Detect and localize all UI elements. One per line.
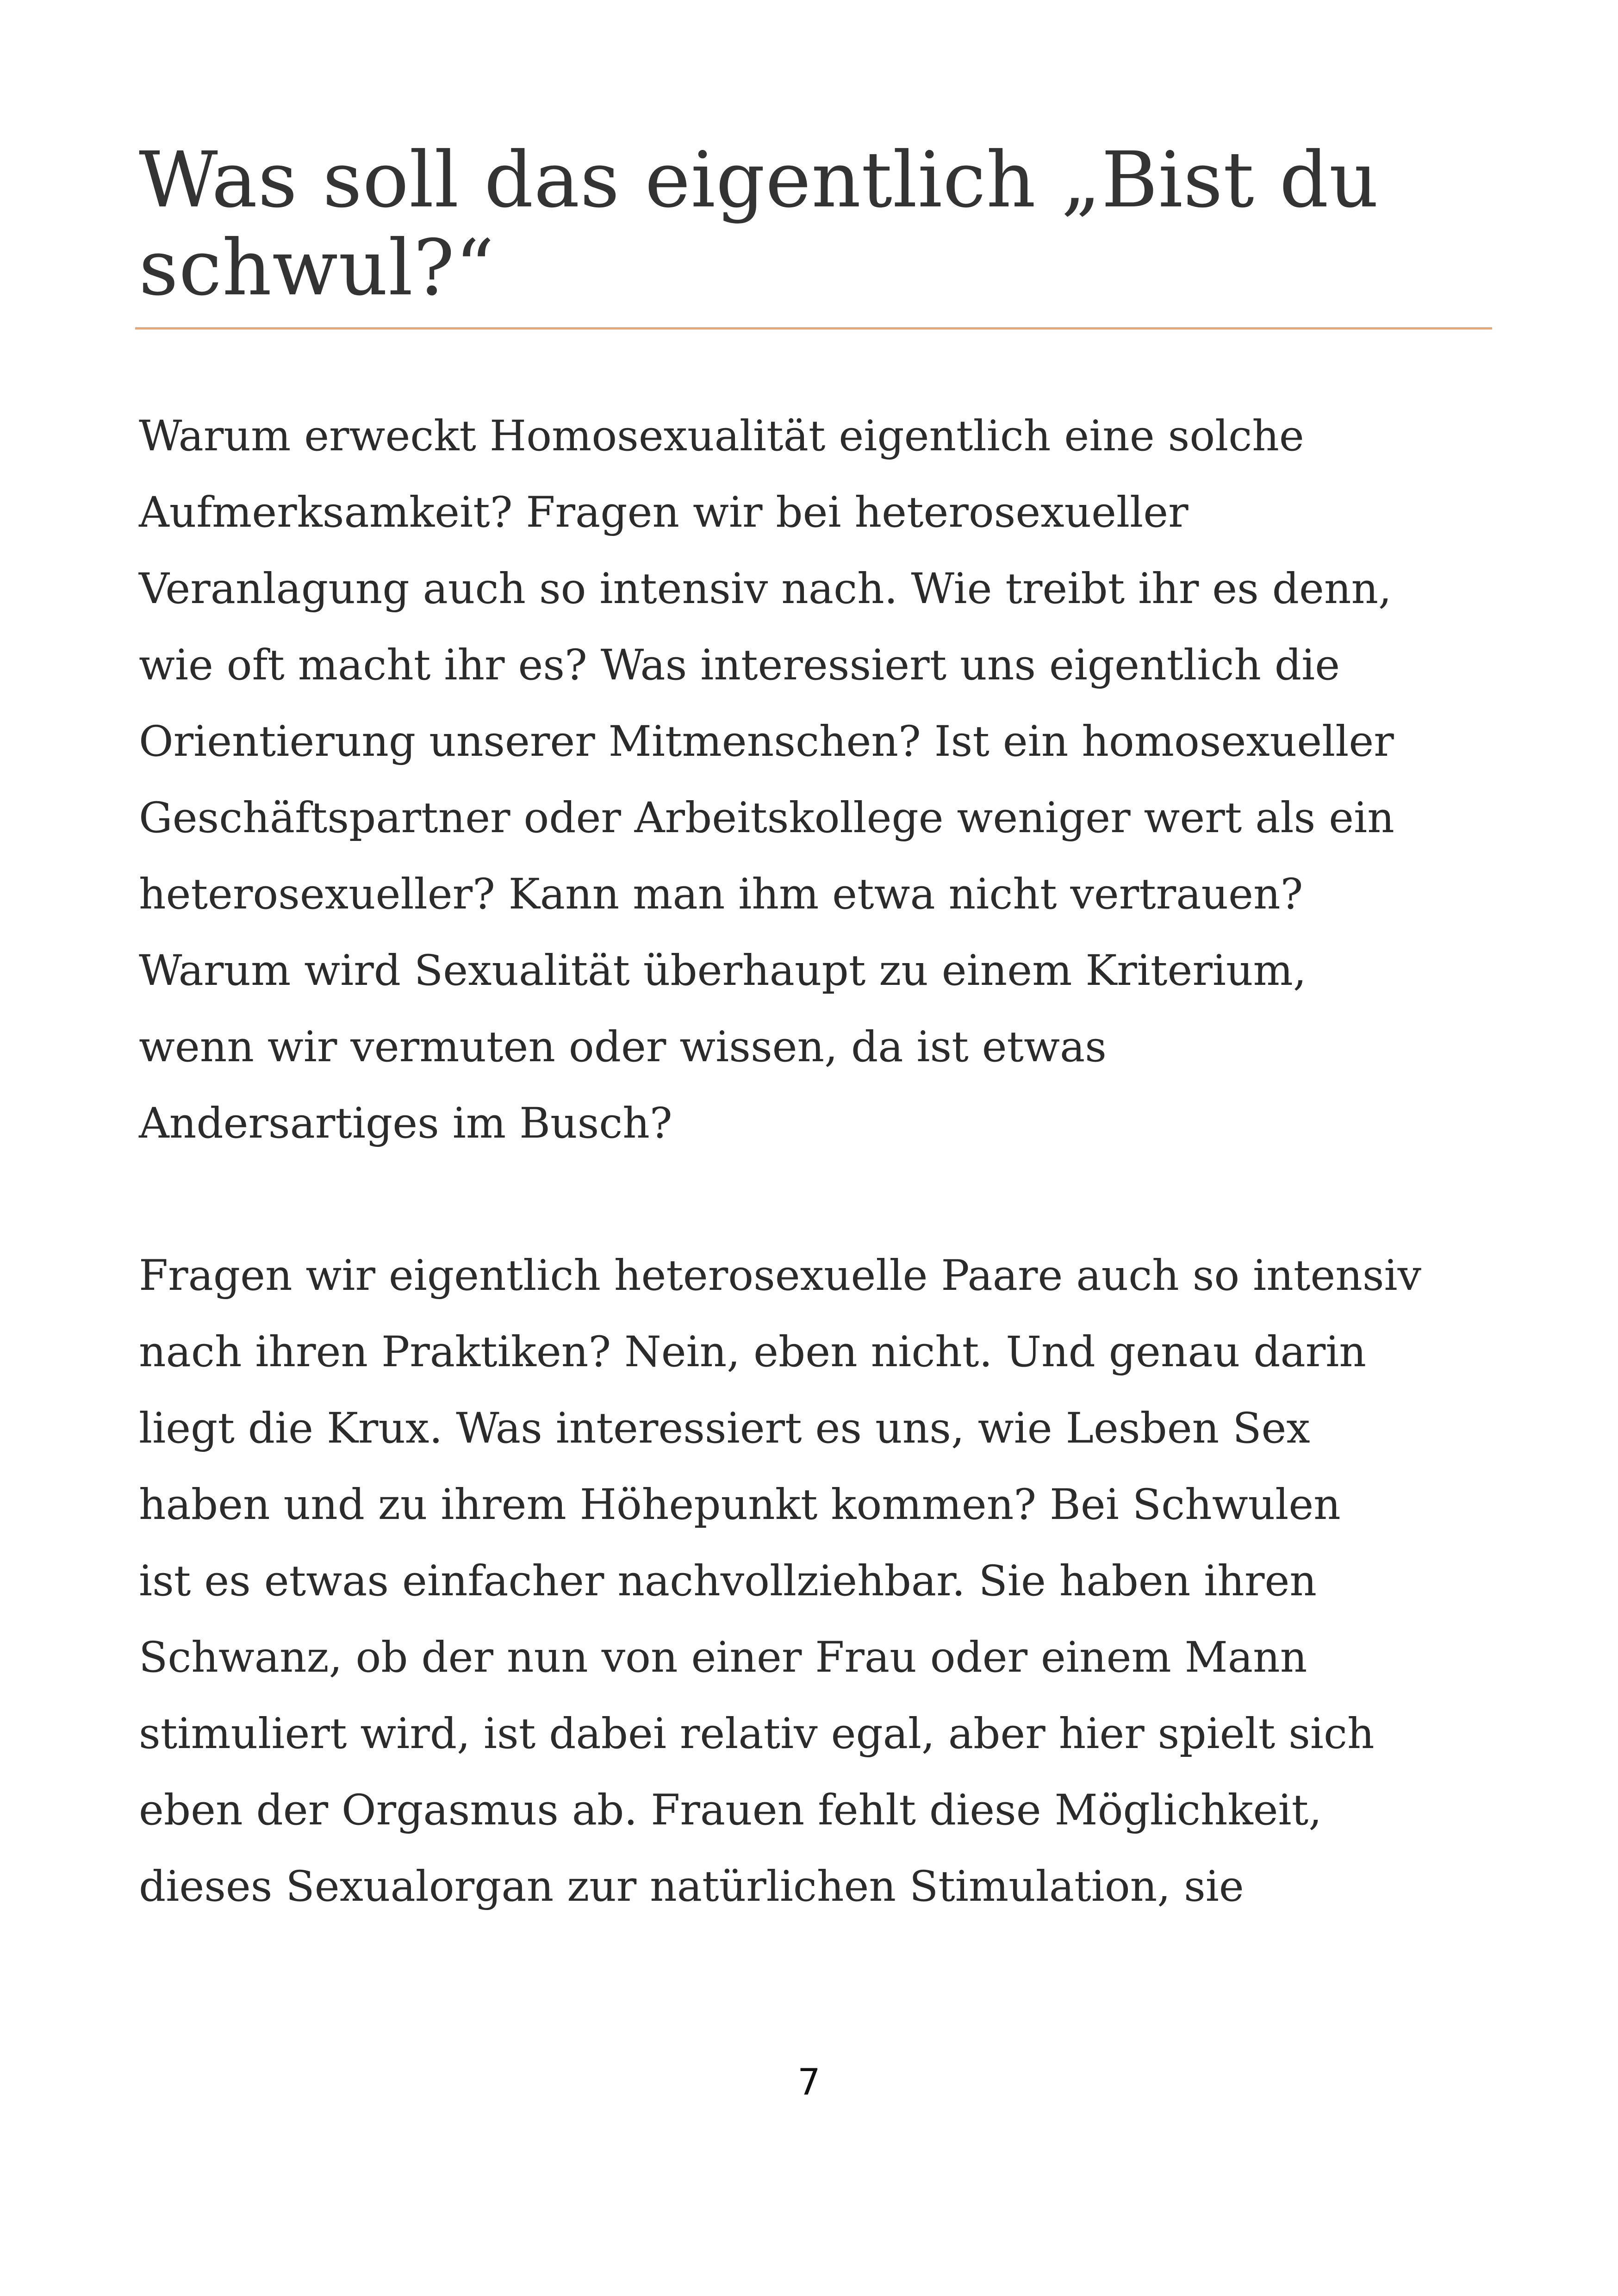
paragraph-2 — [139, 1238, 1490, 1925]
text-line: Veranlagung auch so intensiv nach. Wie treibt ihr es denn, — [139, 565, 1392, 613]
text-line: dieses Sexualorgan zur natürlichen Stimulation, sie — [139, 1862, 1244, 1911]
text-line: wenn wir vermuten oder wissen, da ist etwas — [139, 1023, 1107, 1071]
text-line: eben der Orgasmus ab. Frauen fehlt diese Möglichkeit, — [139, 1786, 1322, 1835]
text-line: Geschäftspartner oder Arbeitskollege weniger wert als ein — [139, 794, 1394, 842]
title-line: schwul?“ — [139, 224, 495, 313]
text-line: Schwanz, ob der nun von einer Frau oder einem Mann — [139, 1633, 1307, 1682]
title-underline-rule — [135, 327, 1492, 330]
text-line: Warum erweckt Homosexualität eigentlich eine solche — [139, 412, 1304, 460]
text-line: Aufmerksamkeit? Fragen wir bei heterosexueller — [139, 488, 1189, 537]
page-title — [139, 137, 1490, 312]
text-line: nach ihren Praktiken? Nein, eben nicht. Und genau darin — [139, 1328, 1367, 1376]
paragraph-1 — [139, 398, 1490, 1162]
text-line: heterosexueller? Kann man ihm etwa nicht vertrauen? — [139, 870, 1303, 919]
text-line: ist es etwas einfacher nachvollziehbar. Sie haben ihren — [139, 1557, 1317, 1605]
text-line: Warum wird Sexualität überhaupt zu einem Kriterium, — [139, 946, 1307, 995]
text-line: stimuliert wird, ist dabei relativ egal, aber hier spielt sich — [139, 1710, 1375, 1758]
page-number: 7 — [797, 2062, 821, 2103]
title-line: Was soll das eigentlich „Bist du — [139, 136, 1379, 225]
text-line: Fragen wir eigentlich heterosexuelle Paare auch so intensiv — [139, 1251, 1422, 1300]
text-line: Andersartiges im Busch? — [139, 1099, 672, 1148]
text-line: haben und zu ihrem Höhepunkt kommen? Bei Schwulen — [139, 1481, 1341, 1529]
text-line: wie oft macht ihr es? Was interessiert uns eigentlich die — [139, 641, 1340, 690]
text-line: Orientierung unserer Mitmenschen? Ist ein homosexueller — [139, 717, 1394, 766]
text-line: liegt die Krux. Was interessiert es uns, wie Lesben Sex — [139, 1404, 1310, 1453]
